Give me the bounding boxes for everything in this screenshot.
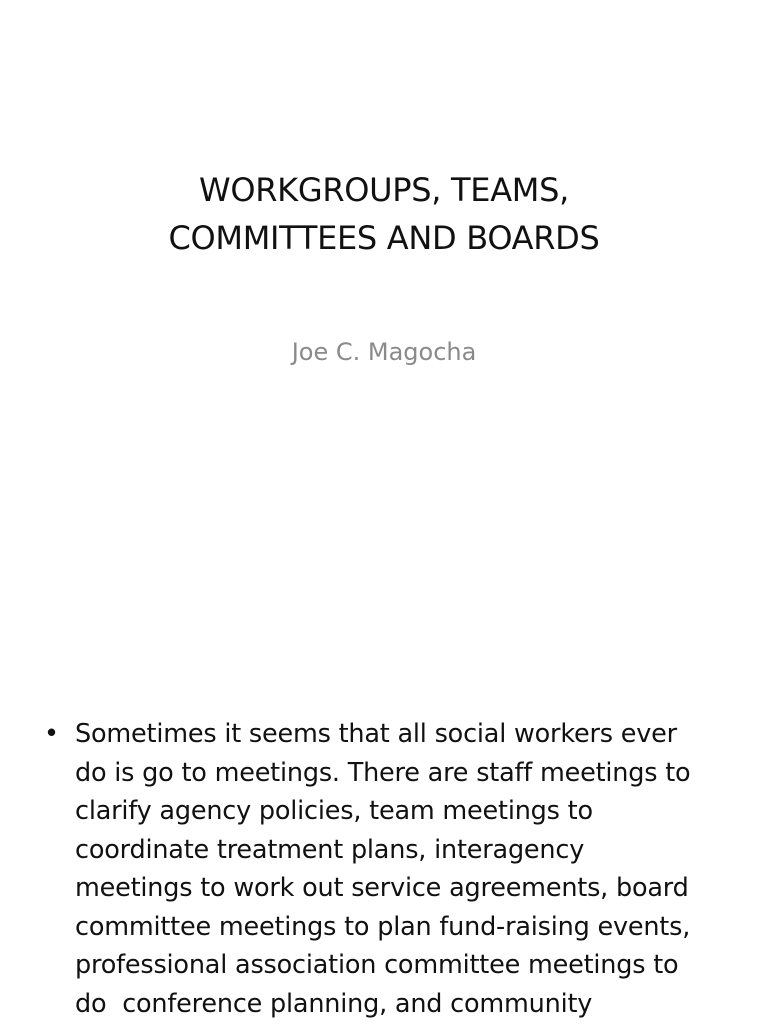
bullet-line: committee meetings to plan fund-raising events, (75, 911, 691, 942)
bullet-line: clarify agency policies, team meetings to (75, 796, 593, 826)
bullet-line: coordinate treatment plans, interagency (75, 834, 585, 865)
title-line-2: COMMITTEES AND BOARDS (168, 219, 600, 257)
bullet-text (75, 715, 735, 1023)
bullet-marker: • (44, 719, 59, 749)
bullet-line: do conference planning, and community (75, 988, 593, 1019)
bullet-line: do is go to meetings. There are staff meetings to (75, 757, 691, 788)
slide-title (0, 166, 768, 262)
bullet-line: Sometimes it seems that all social workers ever (75, 719, 677, 749)
bullet-line: professional association committee meetings to (75, 950, 679, 980)
bullet-line: meetings to work out service agreements, board (75, 873, 689, 903)
author-subtitle: Joe C. Magocha (291, 338, 477, 366)
title-line-1: WORKGROUPS, TEAMS, (199, 171, 569, 209)
